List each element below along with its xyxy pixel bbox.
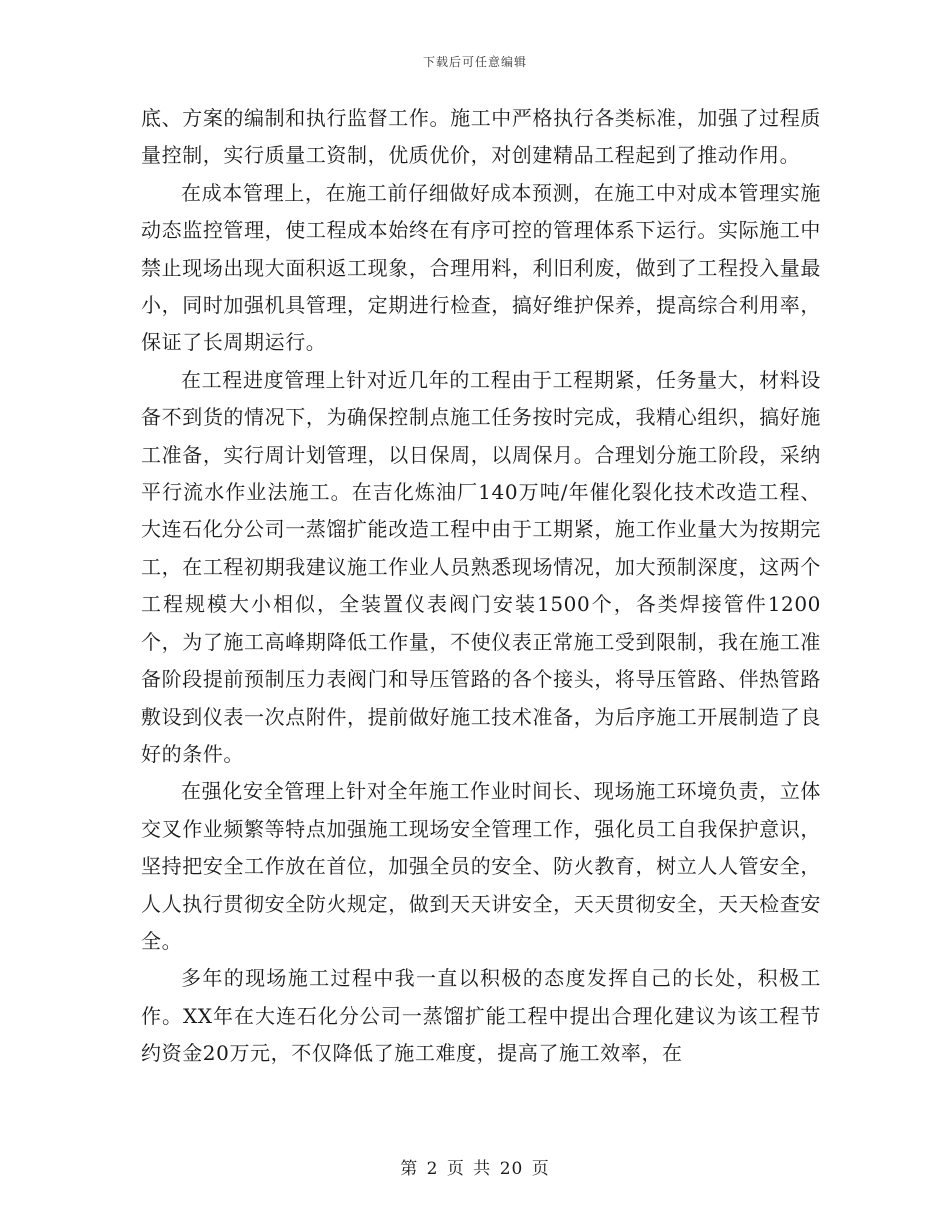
- page-number-footer: 第 2 页 共 20 页: [400, 1159, 550, 1179]
- page-header-note: 下载后可任意编辑: [422, 55, 527, 69]
- paragraph-safety-management: 在强化安全管理上针对全年施工作业时间长、现场施工环境负责，立体交叉作业频繁等特点加强施工现场安全管理工作，强化员工自我保护意识，坚持把安全工作放在首位，加强全员的安全、防火教育，树立人人管安全，人人执行贯彻安全防火规定，做到天天讲安全，天天贯彻安全，天天检查安全。: [141, 779, 821, 953]
- paragraph-continuation: 底、方案的编制和执行监督工作。施工中严格执行各类标准，加强了过程质量控制，实行质量工资制，优质优价，对创建精品工程起到了推动作用。: [141, 106, 821, 168]
- paragraph-cost-management: 在成本管理上，在施工前仔细做好成本预测，在施工中对成本管理实施动态监控管理，使工程成本始终在有序可控的管理体系下运行。实际施工中禁止现场出现大面积返工现象，合理用料，利旧利废，做到了工程投入量最小，同时加强机具管理，定期进行检查，搞好维护保养，提高综合利用率，保证了长周期运行。: [141, 180, 821, 355]
- paragraph-field-work: 多年的现场施工过程中我一直以积极的态度发挥自己的长处，积极工作。XX年在大连石化分公司一蒸馏扩能工程中提出合理化建议为该工程节约资金20万元，不仅降低了施工难度，提高了施工效率，在: [141, 966, 821, 1066]
- document-body: [141, 100, 821, 1073]
- paragraph-schedule-management: 在工程进度管理上针对近几年的工程由于工程期紧，任务量大，材料设备不到货的情况下，为确保控制点施工任务按时完成，我精心组织，搞好施工准备，实行周计划管理，以日保周，以周保月。合理划分施工阶段，采纳平行流水作业法施工。在吉化炼油厂140万吨/年催化裂化技术改造工程、大连石化分公司一蒸馏扩能改造工程中由于工期紧，施工作业量大为按期完工，在工程初期我建议施工作业人员熟悉现场情况，加大预制深度，这两个工程规模大小相似，全装置仪表阀门安装1500个，各类焊接管件1200个，为了施工高峰期降低工作量，不使仪表正常施工受到限制，我在施工准备阶段提前预制压力表阀门和导压管路的各个接头，将导压管路、伴热管路敷设到仪表一次点附件，提前做好施工技术准备，为后序施工开展制造了良好的条件。: [141, 367, 821, 766]
